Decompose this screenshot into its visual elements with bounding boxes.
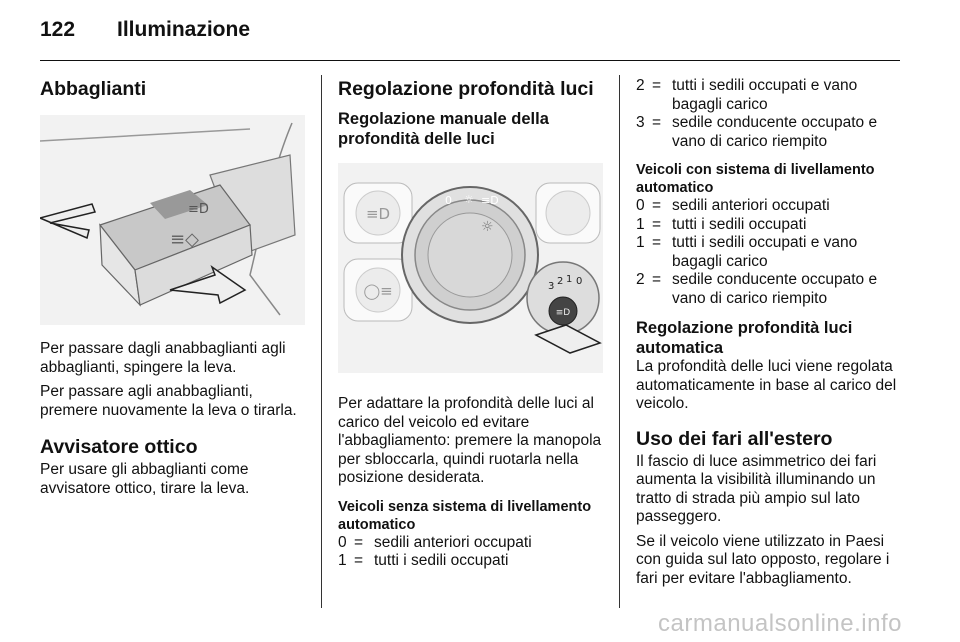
list-equals: = [652, 234, 662, 251]
paragraph-adjust-depth: Per adattare la profondità delle luci al carico del veicolo ed evitare l'abbagliamento: premere la manopola per sbloccarla, quindi ruotarla nella posizione desiderata. [338, 395, 602, 486]
svg-text:≡◇: ≡◇ [170, 229, 199, 250]
svg-text:≡D: ≡D [188, 202, 209, 217]
paragraph-automatic-adjust: La profondità delle luci viene regolata automaticamente in base al carico del veicolo. [636, 358, 897, 412]
paragraph-low-beam: Per passare agli anabbaglianti, premere nuovamente la leva o tirarla. [40, 383, 297, 419]
list-key: 2 [636, 271, 645, 288]
list-key: 1 [338, 552, 347, 569]
list-key: 0 [338, 533, 347, 551]
heading-avvisatore-ottico: Avvisatore ottico [40, 436, 198, 458]
header-rule [40, 60, 900, 61]
column-divider [619, 75, 620, 608]
heading-abbaglianti: Abbaglianti [40, 78, 147, 100]
list-key: 0 [636, 197, 645, 214]
page-title: Illuminazione [117, 18, 251, 41]
heading-uso-fari-estero: Uso dei fari all'estero [636, 427, 833, 450]
column-3 [636, 72, 906, 588]
list-equals: = [652, 197, 662, 214]
list-item [636, 197, 906, 216]
heading-regolazione-profondita: Regolazione profondità luci [338, 78, 594, 100]
svg-text:◯≡: ◯≡ [363, 282, 393, 300]
column-divider [321, 75, 322, 608]
list-value: tutti i sedili occupati [672, 215, 807, 233]
list-equals: = [652, 215, 662, 233]
list-value: sedili anteriori occupati [672, 197, 830, 214]
svg-text:0: 0 [445, 194, 452, 207]
list-equals: = [354, 533, 364, 551]
subheading-regolazione-manuale: Regolazione manuale della profondità delle luci [338, 110, 549, 148]
list-key: 3 [636, 114, 645, 131]
subheading-without-leveling: Veicoli senza sistema di livellamento automatico [338, 498, 592, 533]
page-header [40, 14, 900, 54]
list-item [636, 114, 906, 151]
list-value: sedili anteriori occupati [374, 533, 532, 551]
svg-text:≡D: ≡D [365, 205, 391, 223]
list-value: tutti i sedili occupati e vano bagagli carico [672, 77, 858, 113]
list-key: 2 [636, 77, 645, 94]
list-equals: = [354, 552, 364, 569]
svg-text:≡D: ≡D [555, 308, 571, 318]
subheading-with-leveling: Veicoli con sistema di livellamento automatico [636, 162, 875, 196]
paragraph-asymmetric-beam: Il fascio di luce asimmetrico dei fari aumenta la visibilità illuminando un tratto di strada più ampio sul lato passeggero. [636, 452, 877, 525]
dial-mark-3: 3 [548, 281, 555, 292]
light-switch-panel-illustration [338, 163, 603, 373]
svg-text:☼: ☼ [464, 193, 474, 206]
list-item [338, 552, 606, 571]
list-item [636, 216, 906, 235]
list-key: 1 [636, 215, 645, 233]
list-equals: = [652, 271, 662, 288]
dial-mark-1: 1 [566, 274, 573, 285]
column-2 [338, 72, 606, 571]
svg-text:☼: ☼ [481, 219, 494, 235]
list-item [338, 534, 606, 553]
list-item [636, 234, 906, 271]
svg-text:≡D: ≡D [481, 194, 499, 207]
headlight-lever-illustration [40, 115, 305, 325]
list-value: sedile conducente occupato e vano di carico riempito [672, 114, 878, 150]
heading-regolazione-automatica: Regolazione profondità luci automatica [636, 319, 853, 357]
paragraph-high-beam: Per passare dagli anabbaglianti agli abbaglianti, spingere la leva. [40, 340, 286, 376]
list-value: tutti i sedili occupati e vano bagagli carico [672, 234, 858, 270]
list-item [636, 271, 906, 308]
paragraph-abroad-adjust: Se il veicolo viene utilizzato in Paesi con guida sul lato opposto, regolare i fari per evitare l'abbagliamento. [636, 532, 890, 587]
list-value: sedile conducente occupato e vano di carico riempito [672, 271, 878, 307]
column-1 [40, 72, 305, 498]
watermark: carmanualsonline.info [658, 610, 902, 637]
list-equals: = [652, 114, 662, 131]
dial-mark-2: 2 [557, 276, 564, 287]
list-key: 1 [636, 234, 645, 251]
paragraph-headlight-flash: Per usare gli abbaglianti come avvisatore ottico, tirare la leva. [40, 461, 250, 497]
dial-mark-0: 0 [576, 276, 583, 287]
list-item [636, 77, 906, 114]
list-equals: = [652, 77, 662, 94]
page-number: 122 [40, 18, 76, 41]
list-value: tutti i sedili occupati [374, 552, 509, 569]
